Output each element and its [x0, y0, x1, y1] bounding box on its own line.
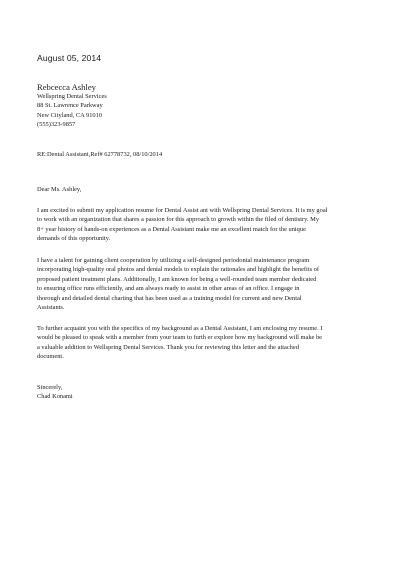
sender-city: New Cityland, CA 91010	[37, 111, 102, 119]
paragraph-line: incorporating high-quality oral photos and dental models to explain the rationales and highlight the benefits of	[37, 266, 320, 274]
closing-block	[37, 383, 73, 402]
closing-phrase: Sincerely,	[37, 384, 63, 391]
paragraph-line: I am excited to submit my application resume for Dental Assist ant with Wellspring Dental Services. It is my goal	[37, 207, 328, 214]
reference-line: RE:Dental Assistant,Ref# 62778732, 08/10/2014	[37, 151, 163, 158]
sender-block	[37, 82, 367, 130]
paragraph-line: proposed patient treatment plans. Additionally, I am known for being a well-rounded team member dedicated	[37, 275, 317, 283]
paragraph-line: I have a talent for gaining client cooperation by utilizing a self-designed periodontal maintenance program	[37, 257, 310, 264]
paragraph-line: 8+ year history of hands-on experiences as a Dental Assistant make me an excellent match for the unique	[37, 225, 306, 233]
paragraph-line: Assistants.	[37, 304, 65, 312]
paragraph-line: to work with an organization that shares a passion for this approach to growth within the filed of dentistry. My	[37, 216, 320, 224]
paragraph-line: would be pleased to speak with a member from your team to furth er explore how my background will make be	[37, 334, 323, 342]
sender-street: 88 St. Lawrence Parkway	[37, 102, 103, 110]
paragraph-line: To further acquaint you with the specifics of my background as a Dental Assistant, I am enclosing my resume. I	[37, 325, 323, 332]
sender-phone: (555)323-9857	[37, 121, 76, 129]
paragraph-line: thorough and detailed dental charting that has been used as a training model for current and new Dental	[37, 294, 302, 302]
paragraph-line: a valuable addition to Wellspring Dental Services. Thank you for reviewing this letter and the attached	[37, 343, 299, 351]
signature-name: Chad Konami	[37, 393, 73, 401]
sender-name: Rebcecca Ashley	[37, 82, 96, 92]
sender-company: Wellspring Dental Services	[37, 93, 107, 100]
letter-date: August 05, 2014	[37, 53, 102, 63]
salutation: Dear Ms. Ashley,	[37, 186, 82, 193]
paragraph-line: demands of this opportunity.	[37, 235, 111, 243]
body-paragraph-1	[37, 206, 367, 244]
body-paragraph-2	[37, 256, 367, 313]
paragraph-line: to ensuring office runs efficiently, and am always ready to assist in other areas of an office. I engage in	[37, 285, 300, 293]
paragraph-line: document.	[37, 353, 64, 361]
body-paragraph-3	[37, 324, 367, 362]
